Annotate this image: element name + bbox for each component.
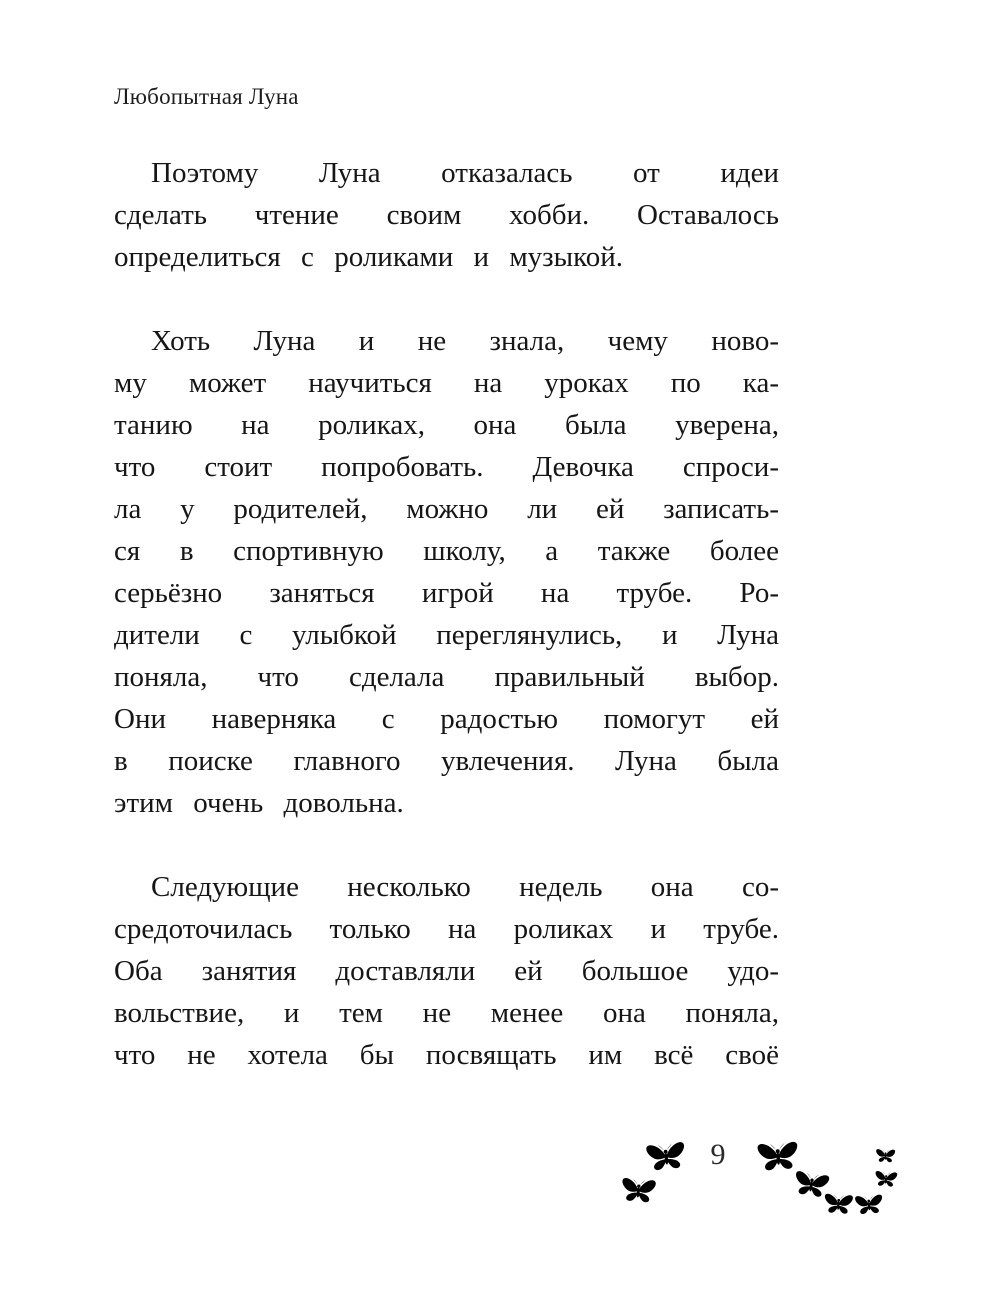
text-line: определиться с роликами и музыкой. — [114, 241, 624, 273]
running-header: Любопытная Луна — [114, 84, 299, 109]
text-line: вольствие, и тем не менее она поняла, — [114, 997, 779, 1029]
butterfly-icon — [875, 1147, 897, 1164]
text-line: ла у родителей, можно ли ей записать- — [114, 493, 779, 525]
text-line: сделать чтение своим хобби. Оставалось — [114, 199, 779, 231]
text-line: танию на роликах, она была уверена, — [114, 409, 779, 441]
text-line: Следующие несколько недель она со- — [151, 871, 779, 903]
text-line: Хоть Луна и не знала, чему ново- — [151, 325, 779, 357]
text-line: поняла, что сделала правильный выбор. — [114, 661, 779, 693]
butterfly-icon — [619, 1173, 658, 1205]
text-line: средоточилась только на роликах и трубе. — [114, 913, 779, 945]
text-line: ся в спортивную школу, а также более — [114, 535, 779, 567]
text-line: Оба занятия доставляли ей большое удо- — [114, 955, 779, 987]
text-line: что стоит попробовать. Девочка спроси- — [114, 451, 779, 483]
text-line: этим очень довольна. — [114, 787, 404, 819]
text-line: серьёзно заняться игрой на трубе. Ро- — [114, 577, 779, 609]
text-line: дители с улыбкой переглянулись, и Луна — [114, 619, 779, 651]
text-line: Поэтому Луна отказалась от идеи — [151, 157, 779, 189]
paragraph — [114, 866, 779, 1076]
butterfly-icon — [822, 1190, 855, 1216]
butterfly-icon — [791, 1166, 832, 1200]
text-line: в поиске главного увлечения. Луна была — [114, 745, 779, 777]
butterfly-icon — [873, 1168, 899, 1189]
page-number: 9 — [710, 1138, 726, 1171]
butterfly-icon — [755, 1137, 801, 1174]
text-line: му может научиться на уроках по ка- — [114, 367, 779, 399]
butterfly-icon — [853, 1191, 885, 1216]
paragraph — [114, 152, 779, 278]
text-line: Они наверняка с радостью помогут ей — [114, 703, 779, 735]
butterfly-icon — [643, 1137, 688, 1174]
text-line: что не хотела бы посвящать им всё своё — [114, 1039, 779, 1071]
paragraph — [114, 320, 779, 824]
